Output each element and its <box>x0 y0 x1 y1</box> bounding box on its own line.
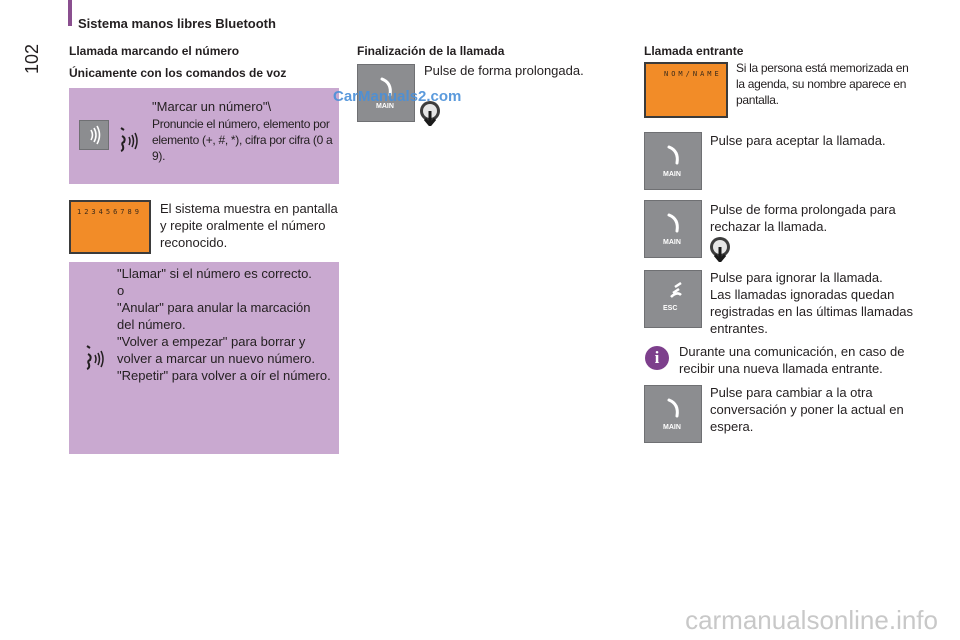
screen-digits-text: 123456789 <box>77 208 142 216</box>
esc-button-label: ESC <box>663 305 678 312</box>
heading-incoming-call: Llamada entrante <box>644 44 744 58</box>
accept-call-button <box>644 132 702 190</box>
screen-digits-caption: El sistema muestra en pantalla y repite oralmente el número reconocido. <box>160 201 338 250</box>
voice-command-line1: "Marcar un número"\ <box>152 99 272 114</box>
phone-handset-icon <box>645 201 701 257</box>
hang-up-icon <box>645 271 701 327</box>
ignore-call-caption: Pulse para ignorar la llamada. Las llamadas ignoradas quedan registradas en las últimas llamadas entrantes. <box>710 270 914 336</box>
voice-command-box-1 <box>69 88 339 184</box>
accept-call-caption: Pulse para aceptar la llamada. <box>710 133 886 148</box>
main-button-label: MAIN <box>663 239 681 246</box>
ignore-call-button <box>644 270 702 328</box>
watermark-footer: carmanualsonline.info <box>685 605 938 635</box>
long-press-icon <box>707 236 733 262</box>
heading-dial-number: Llamada marcando el número <box>69 44 240 58</box>
screen-digits-display <box>69 200 151 254</box>
speaking-head-icon <box>83 342 105 372</box>
phone-handset-icon <box>645 133 701 189</box>
voice-command-box-2 <box>69 262 339 454</box>
reject-call-caption: Pulse de forma prolongada para rechazar la llamada. <box>710 202 896 234</box>
watermark-top: CarManuals2.com <box>333 88 462 105</box>
info-caption: Durante una comunicación, en caso de recibir una nueva llamada entrante. <box>679 344 905 376</box>
main-button-label: MAIN <box>663 424 681 431</box>
voice-command-line2: Pronuncie el número, elemento por elemento (+, #, *), cifra por cifra (0 a 9). <box>152 117 333 163</box>
heading-voice-only: Únicamente con los comandos de voz <box>69 66 287 80</box>
screen-name-display <box>644 62 728 118</box>
voice-button-icon <box>79 120 109 150</box>
info-icon: i <box>645 346 669 370</box>
page-number: 102 <box>22 43 42 74</box>
section-header-title: Sistema manos libres Bluetooth <box>78 16 276 31</box>
main-button-label: MAIN <box>376 103 394 110</box>
screen-name-caption: Si la persona está memorizada en la agenda, su nombre aparece en pantalla. <box>736 61 909 107</box>
reject-call-button <box>644 200 702 258</box>
screen-name-text: NOM/NAME <box>664 70 722 78</box>
switch-call-caption: Pulse para cambiar a la otra conversación y poner la actual en espera. <box>710 385 904 434</box>
header-accent-bar <box>68 0 72 26</box>
main-button-label: MAIN <box>663 171 681 178</box>
switch-call-button <box>644 385 702 443</box>
phone-handset-icon <box>645 386 701 442</box>
heading-end-call: Finalización de la llamada <box>357 44 505 58</box>
end-call-caption: Pulse de forma prolongada. <box>424 63 584 78</box>
speaking-head-icon <box>117 124 139 154</box>
voice-command-options: "Llamar" si el número es correcto. o "Anular" para anular la marcación del número. "Volver a empezar" para borrar y volver a marcar un nuevo número. "Repetir" para volver a oír el número. <box>117 266 331 383</box>
